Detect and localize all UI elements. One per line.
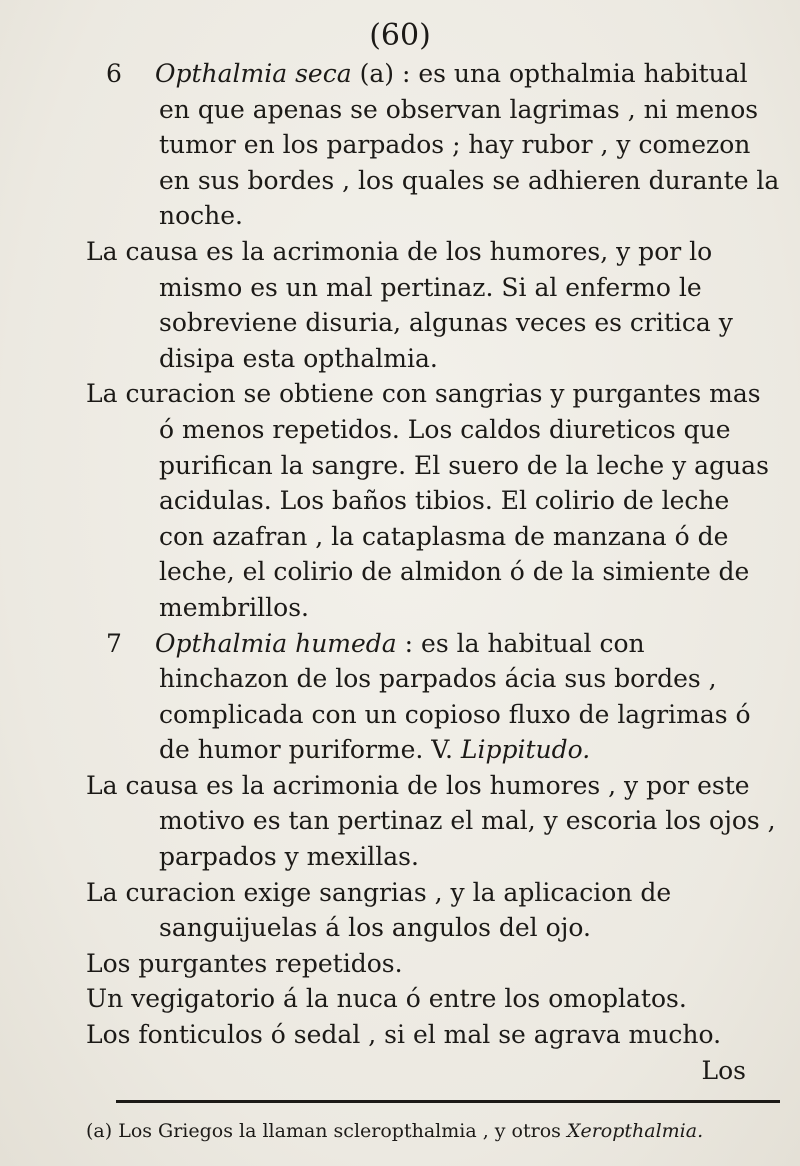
entry-text: (a) : es una opthalmia habitual en que apenas se observan lagrimas , ni menos tumor en los parpados ; hay rubor , y comezon en sus bordes , los quales se adhieren durante la noche. [159, 59, 780, 231]
cross-reference: Lippitudo. [460, 735, 591, 765]
paragraph-causa-2: La causa es la acrimonia de los humores , y por este motivo es tan pertinaz el mal, y escoria los ojos , parpados y mexillas. [86, 770, 776, 872]
entry-number: 6 [106, 59, 122, 88]
footnote-marker: (a) [86, 1120, 113, 1142]
entry-term: Opthalmia seca [155, 59, 352, 88]
paragraph-curacion: La curacion se obtiene con sangrias y purgantes mas ó menos repetidos. Los caldos diureticos que purifican la sangre. El suero de la leche y aguas acidulas. Los baños tibios. El colirio de leche con azafran , la cataplasma de manzana ó de leche, el colirio de almidon ó de la simiente de membrillos. [86, 379, 769, 622]
paragraph-purgantes: Los purgantes repetidos. [86, 948, 403, 978]
paragraph-causa: La causa es la acrimonia de los humores, y por lo mismo es un mal pertinaz. Si al enfermo le sobreviene disuria, algunas veces es critica y disipa esta opthalmia. [86, 236, 733, 373]
paragraph-curacion-2: La curacion exige sangrias , y la aplicacion de sanguijuelas á los angulos del ojo. [86, 877, 672, 943]
entry-opthalmia-seca [86, 56, 780, 234]
body-text [86, 56, 780, 1088]
paragraph-fonticulos: Los fonticulos ó sedal , si el mal se agrava mucho. [86, 1020, 722, 1050]
entry-opthalmia-humeda [86, 626, 780, 768]
catchword: Los [701, 1055, 746, 1085]
entry-term: Opthalmia humeda [155, 628, 397, 658]
entry-number: 7 [106, 628, 122, 658]
page-number: (60) [369, 18, 431, 53]
paragraph-vegigatorio: Un vegigatorio á la nuca ó entre los omoplatos. [86, 984, 687, 1014]
entry-text: : es la habitual con hinchazon de los parpados ácia sus bordes , complicada con un copioso fluxo de lagrimas ó de humor puriforme. V. [159, 628, 751, 765]
footnote-text: Los Griegos la llaman scleropthalmia , y otros [112, 1120, 567, 1142]
footnote-rule [116, 1100, 780, 1103]
footnote [86, 1118, 780, 1144]
footnote-term: Xeropthalmia. [566, 1120, 704, 1142]
